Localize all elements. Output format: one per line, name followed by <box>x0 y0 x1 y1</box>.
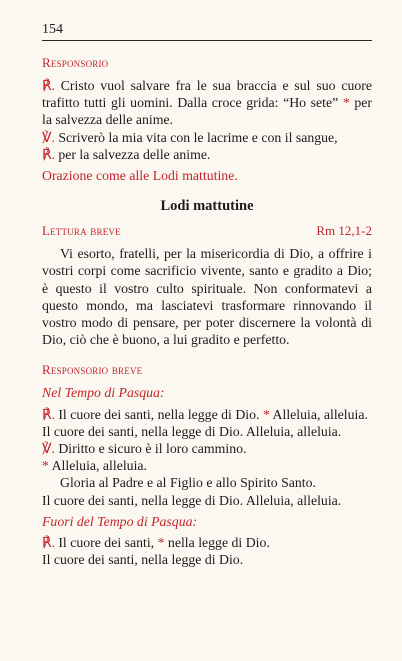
responsorio-r1 <box>42 77 372 129</box>
pasqua-r1-text: Il cuore dei santi, nella legge di Dio. <box>54 406 263 422</box>
response-mark: ℟. <box>42 78 55 93</box>
header-rule <box>42 40 372 41</box>
page-number: 154 <box>42 22 63 37</box>
pasqua-gloria: Gloria al Padre e al Figlio e allo Spirito Santo. <box>60 475 316 491</box>
fuori-line2: Il cuore dei santi, nella legge di Dio. <box>42 552 244 568</box>
pasqua-v-text: Diritto e sicuro è il loro cammino. <box>54 441 247 457</box>
pasqua-r1-tail: Alleluia, alleluia. <box>269 406 368 422</box>
pasqua-label: Nel Tempo di Pasqua: <box>42 385 165 401</box>
responsorio-r1-tail: per la salvezza delle anime. <box>42 95 372 128</box>
response-mark: ℟. <box>42 406 55 422</box>
star-mark: * <box>157 535 165 551</box>
versicle-mark: ℣. <box>42 129 55 145</box>
versicle-mark: ℣. <box>42 441 55 457</box>
pasqua-star-text: Alleluia, alleluia. <box>48 458 147 474</box>
pasqua-star-line <box>42 457 372 474</box>
section-title: Lodi mattutine <box>160 198 254 215</box>
lettura-reference: Rm 12,1-2 <box>316 223 372 239</box>
star-mark: * <box>262 406 270 422</box>
pasqua-line2: Il cuore dei santi, nella legge di Dio. Alleluia, alleluia. <box>42 423 342 439</box>
lettura-header <box>42 223 372 239</box>
pasqua-final: Il cuore dei santi, nella legge di Dio. Alleluia, alleluia. <box>42 492 342 508</box>
response-mark: ℟. <box>42 146 55 162</box>
star-mark: * <box>42 458 49 474</box>
responsorio-v <box>42 129 372 146</box>
fuori-r1-tail: nella legge di Dio. <box>164 535 270 551</box>
fuori-r1 <box>42 534 372 551</box>
page <box>42 22 372 568</box>
responsorio-breve-heading: Responsorio breve <box>42 362 143 378</box>
pasqua-v <box>42 440 372 457</box>
pasqua-r1 <box>42 406 372 423</box>
responsorio-v-text: Scriverò la mia vita con le lacrime e con il sangue, <box>54 129 338 145</box>
fuori-r1-text: Il cuore dei santi, <box>54 535 158 551</box>
responsorio-r1-text: Cristo vuol salvare fra le sua braccia e sul suo cuore trafitto tutti gli uomini. Dalla croce grida: “Ho sete” <box>42 78 372 111</box>
orazione-rubric: Orazione come alle Lodi mattutine. <box>42 168 238 184</box>
lettura-text: Vi esorto, fratelli, per la misericordia di Dio, a offrire i vostri corpi come sacrificio vivente, santo e gradito a Dio; è questo il vostro culto spirituale. Non conformatevi a questo mondo, ma lasciatevi trasformare rinnovando il vostro modo di pensare, per poter discernere la volontà di Dio, ciò che è buono, a lui gradito e perfetto. <box>42 246 372 348</box>
responsorio-r2 <box>42 146 372 163</box>
star-mark: * <box>342 95 350 111</box>
fuori-label: Fuori del Tempo di Pasqua: <box>42 513 198 529</box>
lettura-label: Lettura breve <box>42 223 121 239</box>
responsorio-heading: Responsorio <box>42 55 109 70</box>
response-mark: ℟. <box>42 535 55 551</box>
responsorio-r2-text: per la salvezza delle anime. <box>54 146 211 162</box>
